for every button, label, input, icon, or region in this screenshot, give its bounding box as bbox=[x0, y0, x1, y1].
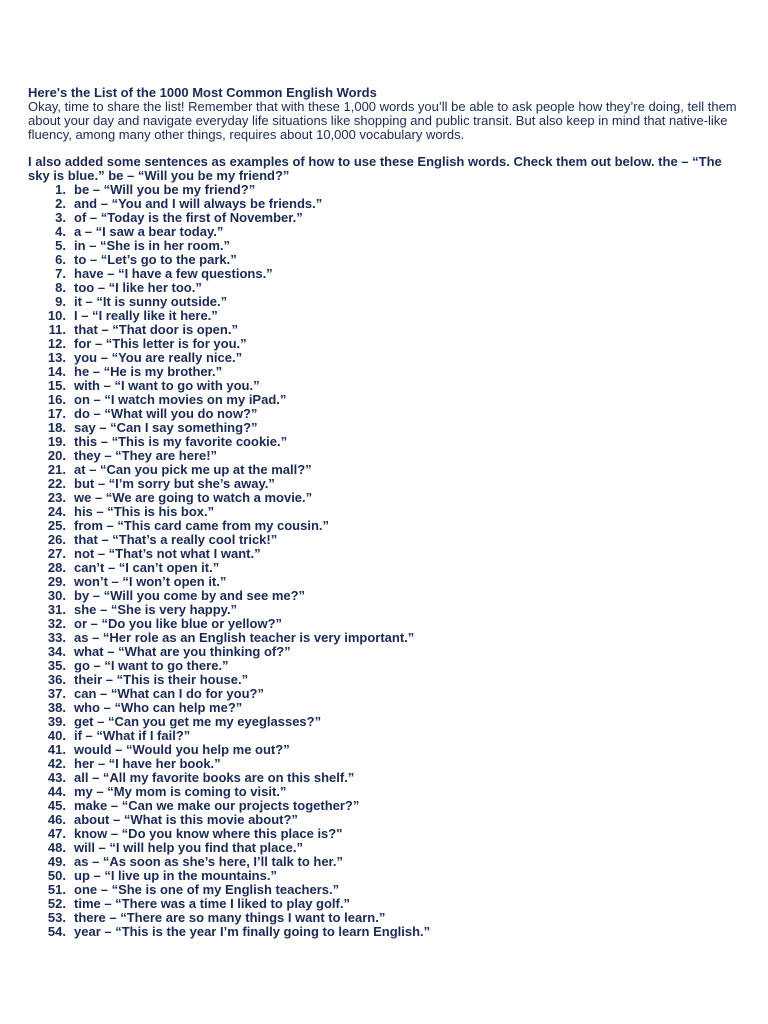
list-item bbox=[28, 533, 744, 547]
list-item-text: do – “What will you do now?” bbox=[74, 406, 258, 421]
list-item-number: 29. bbox=[47, 574, 66, 589]
list-item-text: they – “They are here!” bbox=[74, 448, 218, 463]
list-item-text: of – “Today is the first of November.” bbox=[74, 210, 303, 225]
list-item bbox=[28, 477, 744, 491]
list-item bbox=[28, 197, 744, 211]
list-item bbox=[28, 449, 744, 463]
list-item-text: time – “There was a time I liked to play golf.” bbox=[74, 896, 350, 911]
list-item-number: 37. bbox=[47, 686, 66, 701]
list-item-number: 49. bbox=[47, 854, 66, 869]
list-item-number: 22. bbox=[47, 476, 66, 491]
list-item-number: 13. bbox=[47, 350, 66, 365]
list-item-number: 18. bbox=[47, 420, 66, 435]
list-item bbox=[28, 337, 744, 351]
list-item-number: 10. bbox=[47, 308, 66, 323]
list-item-number: 6. bbox=[55, 252, 66, 267]
list-item-text: if – “What if I fail?” bbox=[74, 728, 191, 743]
list-item-number: 33. bbox=[47, 630, 66, 645]
list-item-text: as – “Her role as an English teacher is very important.” bbox=[74, 630, 415, 645]
list-item-number: 53. bbox=[47, 910, 66, 925]
list-item-number: 54. bbox=[47, 924, 66, 939]
list-item-text: go – “I want to go there.” bbox=[74, 658, 229, 673]
list-item bbox=[28, 225, 744, 239]
list-item bbox=[28, 617, 744, 631]
list-item-number: 35. bbox=[47, 658, 66, 673]
list-item-text: their – “This is their house.” bbox=[74, 672, 249, 687]
list-item bbox=[28, 323, 744, 337]
list-item bbox=[28, 673, 744, 687]
list-item-number: 19. bbox=[47, 434, 66, 449]
list-item-number: 7. bbox=[55, 266, 66, 281]
list-item-text: her – “I have her book.” bbox=[74, 756, 221, 771]
list-item-text: or – “Do you like blue or yellow?” bbox=[74, 616, 283, 631]
list-item-text: at – “Can you pick me up at the mall?” bbox=[74, 462, 312, 477]
list-item-text: on – “I watch movies on my iPad.” bbox=[74, 392, 287, 407]
list-item-number: 5. bbox=[55, 238, 66, 253]
list-item-text: get – “Can you get me my eyeglasses?” bbox=[74, 714, 322, 729]
list-item-text: be – “Will you be my friend?” bbox=[74, 182, 256, 197]
list-item-number: 38. bbox=[47, 700, 66, 715]
examples-lead: I also added some sentences as examples of how to use these English words. Check them out below. the – “The sky is blue.” be – “Will you be my friend?” bbox=[28, 154, 722, 183]
list-item-number: 36. bbox=[47, 672, 66, 687]
list-item-text: won’t – “I won’t open it.” bbox=[74, 574, 227, 589]
list-item bbox=[28, 435, 744, 449]
list-item-text: to – “Let’s go to the park.” bbox=[74, 252, 237, 267]
list-item-number: 20. bbox=[47, 448, 66, 463]
list-item-text: but – “I’m sorry but she’s away.” bbox=[74, 476, 275, 491]
list-item-number: 2. bbox=[55, 196, 66, 211]
list-item-number: 3. bbox=[55, 210, 66, 225]
list-item bbox=[28, 211, 744, 225]
list-item bbox=[28, 309, 744, 323]
list-item-text: that – “That’s a really cool trick!” bbox=[74, 532, 278, 547]
list-item-text: say – “Can I say something?” bbox=[74, 420, 258, 435]
list-item-number: 47. bbox=[47, 826, 66, 841]
list-item bbox=[28, 729, 744, 743]
list-item-text: know – “Do you know where this place is?" bbox=[74, 826, 343, 841]
list-item bbox=[28, 757, 744, 771]
list-item-text: in – “She is in her room.” bbox=[74, 238, 231, 253]
list-item bbox=[28, 421, 744, 435]
list-item-text: not – “That’s not what I want.” bbox=[74, 546, 261, 561]
list-item-text: I – “I really like it here.” bbox=[74, 308, 218, 323]
list-item-number: 42. bbox=[47, 756, 66, 771]
list-item-text: this – “This is my favorite cookie.” bbox=[74, 434, 288, 449]
list-item-text: it – “It is sunny outside.” bbox=[74, 294, 228, 309]
list-item bbox=[28, 925, 744, 939]
list-item-text: for – “This letter is for you.” bbox=[74, 336, 247, 351]
list-item bbox=[28, 813, 744, 827]
list-item-number: 28. bbox=[47, 560, 66, 575]
list-item-text: we – “We are going to watch a movie.” bbox=[74, 490, 313, 505]
list-item-number: 26. bbox=[47, 532, 66, 547]
list-item-text: she – “She is very happy.” bbox=[74, 602, 238, 617]
list-item-text: by – “Will you come by and see me?” bbox=[74, 588, 306, 603]
list-item bbox=[28, 715, 744, 729]
list-item-number: 16. bbox=[47, 392, 66, 407]
list-item bbox=[28, 841, 744, 855]
list-item-number: 43. bbox=[47, 770, 66, 785]
list-item-text: there – “There are so many things I want to learn.” bbox=[74, 910, 386, 925]
list-item-number: 40. bbox=[47, 728, 66, 743]
list-item-number: 44. bbox=[47, 784, 66, 799]
list-item-text: his – “This is his box.” bbox=[74, 504, 215, 519]
list-item-number: 31. bbox=[47, 602, 66, 617]
list-item bbox=[28, 911, 744, 925]
list-item bbox=[28, 771, 744, 785]
list-item bbox=[28, 407, 744, 421]
list-item-text: that – “That door is open.” bbox=[74, 322, 238, 337]
list-item-number: 4. bbox=[55, 224, 66, 239]
list-item bbox=[28, 785, 744, 799]
list-item-text: you – “You are really nice.” bbox=[74, 350, 243, 365]
list-item-text: one – “She is one of my English teachers.” bbox=[74, 882, 340, 897]
list-item-number: 34. bbox=[47, 644, 66, 659]
list-item-text: all – “All my favorite books are on this shelf.” bbox=[74, 770, 355, 785]
list-item-number: 32. bbox=[47, 616, 66, 631]
list-item-text: about – “What is this movie about?” bbox=[74, 812, 298, 827]
list-item-number: 8. bbox=[55, 280, 66, 295]
list-item-text: have – “I have a few questions.” bbox=[74, 266, 273, 281]
list-item bbox=[28, 589, 744, 603]
list-item-number: 21. bbox=[47, 462, 66, 477]
list-item-number: 15. bbox=[47, 378, 66, 393]
list-item bbox=[28, 351, 744, 365]
word-list bbox=[28, 183, 744, 939]
list-item bbox=[28, 239, 744, 253]
list-item-text: up – “I live up in the mountains.” bbox=[74, 868, 277, 883]
list-item-text: too – “I like her too.” bbox=[74, 280, 202, 295]
list-item bbox=[28, 295, 744, 309]
list-item-number: 14. bbox=[47, 364, 66, 379]
list-item-text: make – “Can we make our projects together?” bbox=[74, 798, 360, 813]
list-item bbox=[28, 883, 744, 897]
list-item bbox=[28, 561, 744, 575]
list-item bbox=[28, 281, 744, 295]
list-item bbox=[28, 393, 744, 407]
list-item bbox=[28, 379, 744, 393]
list-item bbox=[28, 827, 744, 841]
list-item bbox=[28, 519, 744, 533]
list-item bbox=[28, 575, 744, 589]
list-item bbox=[28, 687, 744, 701]
list-item-number: 24. bbox=[47, 504, 66, 519]
list-item bbox=[28, 603, 744, 617]
list-item-number: 46. bbox=[47, 812, 66, 827]
list-item-text: can’t – “I can’t open it.” bbox=[74, 560, 220, 575]
list-item-number: 11. bbox=[48, 322, 66, 337]
list-item-number: 23. bbox=[47, 490, 66, 505]
list-item-number: 51. bbox=[47, 882, 66, 897]
list-item bbox=[28, 897, 744, 911]
list-item bbox=[28, 659, 744, 673]
list-item bbox=[28, 183, 744, 197]
list-item bbox=[28, 799, 744, 813]
list-item-number: 41. bbox=[47, 742, 66, 757]
list-item bbox=[28, 253, 744, 267]
list-item bbox=[28, 365, 744, 379]
list-item-number: 12. bbox=[47, 336, 66, 351]
list-item-text: would – “Would you help me out?” bbox=[74, 742, 290, 757]
list-item-number: 30. bbox=[47, 588, 66, 603]
list-item bbox=[28, 855, 744, 869]
list-item-number: 27. bbox=[47, 546, 66, 561]
list-item bbox=[28, 463, 744, 477]
list-item-text: as – “As soon as she’s here, I’ll talk to her.” bbox=[74, 854, 344, 869]
list-item-text: can – “What can I do for you?” bbox=[74, 686, 264, 701]
list-item-number: 48. bbox=[47, 840, 66, 855]
list-item-text: will – “I will help you find that place.” bbox=[74, 840, 303, 855]
list-item-text: and – “You and I will always be friends.” bbox=[74, 196, 323, 211]
list-item-number: 9. bbox=[55, 294, 66, 309]
list-item bbox=[28, 267, 744, 281]
list-item-text: my – “My mom is coming to visit.” bbox=[74, 784, 287, 799]
list-item-number: 50. bbox=[47, 868, 66, 883]
list-item bbox=[28, 869, 744, 883]
list-item-text: what – “What are you thinking of?” bbox=[74, 644, 291, 659]
list-item bbox=[28, 701, 744, 715]
list-heading: Here's the List of the 1000 Most Common English Words bbox=[28, 85, 377, 100]
list-item bbox=[28, 743, 744, 757]
list-item-text: who – “Who can help me?” bbox=[74, 700, 243, 715]
intro-paragraph: Okay, time to share the list! Remember that with these 1,000 words you’ll be able to ask people how they’re doing, tell them about your day and navigate everyday life situations like shopping and public transit. But also keep in mind that native-like fluency, among many other things, requires about 10,000 vocabulary words. bbox=[28, 99, 737, 142]
list-item bbox=[28, 547, 744, 561]
list-item-number: 45. bbox=[47, 798, 66, 813]
list-item-text: from – “This card came from my cousin.” bbox=[74, 518, 330, 533]
list-item-text: he – “He is my brother.” bbox=[74, 364, 223, 379]
list-item-number: 52. bbox=[47, 896, 66, 911]
list-item-number: 17. bbox=[47, 406, 66, 421]
list-item bbox=[28, 645, 744, 659]
list-item-number: 25. bbox=[47, 518, 66, 533]
list-item-text: with – “I want to go with you.” bbox=[74, 378, 260, 393]
list-item-number: 1. bbox=[55, 182, 66, 197]
list-item bbox=[28, 631, 744, 645]
list-item bbox=[28, 505, 744, 519]
document-page bbox=[28, 86, 744, 939]
list-item-text: year – “This is the year I’m finally going to learn English.” bbox=[74, 924, 431, 939]
list-item-text: a – “I saw a bear today.” bbox=[74, 224, 224, 239]
list-item-number: 39. bbox=[47, 714, 66, 729]
list-item bbox=[28, 491, 744, 505]
